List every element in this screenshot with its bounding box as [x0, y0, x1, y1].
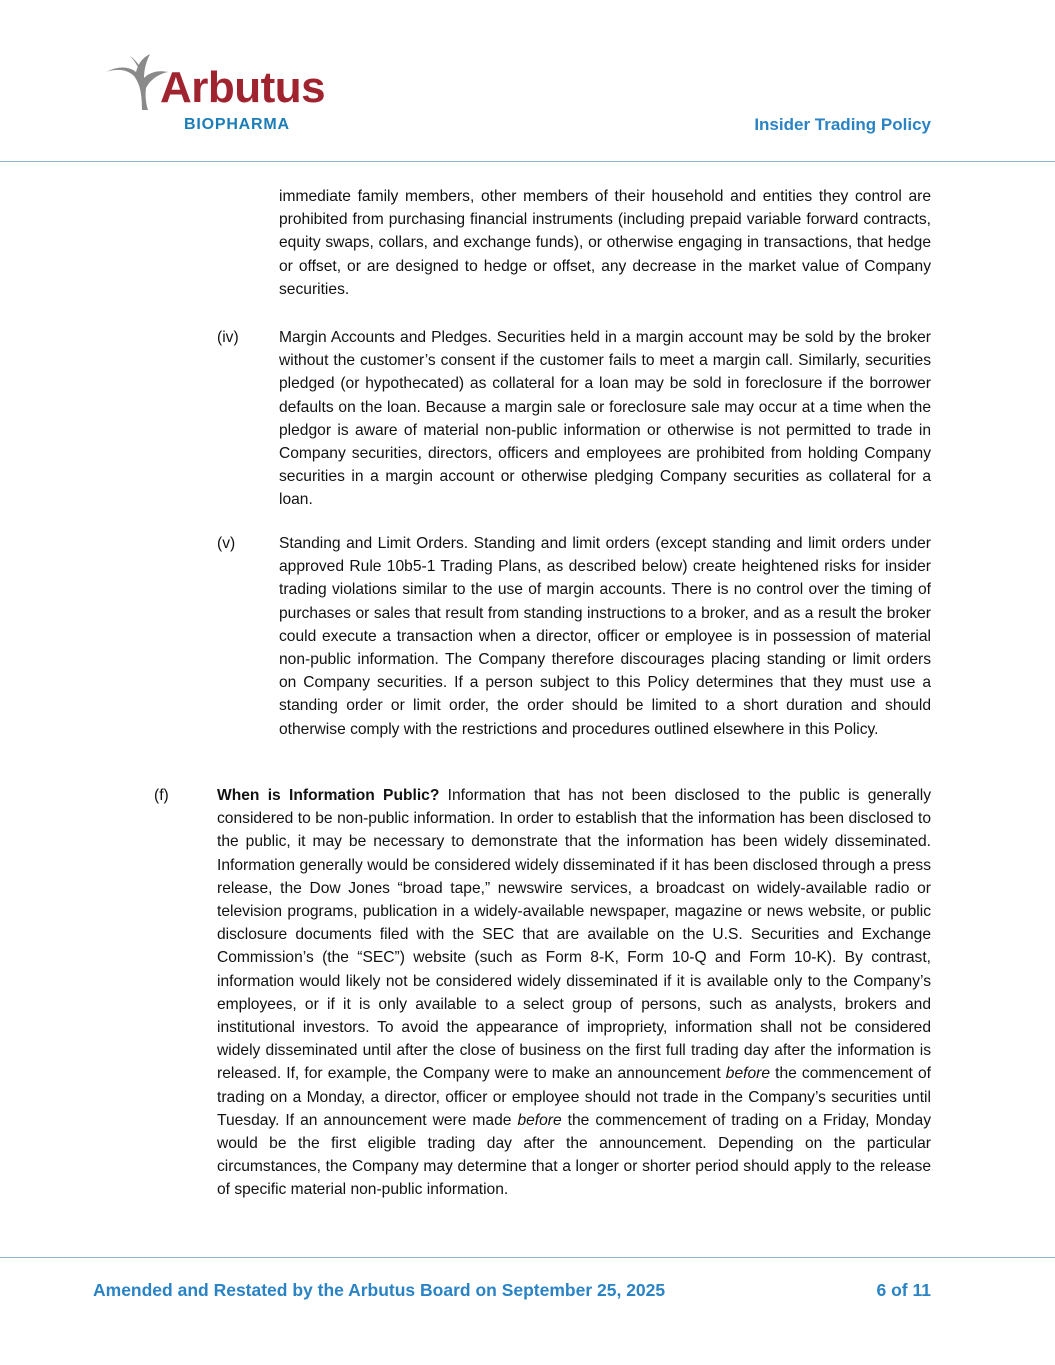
logo-subname: BIOPHARMA — [184, 116, 290, 133]
item-paragraph-iv: Margin Accounts and Pledges. Securities held in a margin account may be sold by the broker without the customer’s consent if the customer fails to meet a margin call. Similarly, securities pledged (or hypothecated) as collateral for a loan may be sold in foreclosure if the borrower defaults on the loan. Because a margin sale or foreclosure sale may occur at a time when the pledgor is aware of material non-public information or otherwise is not permitted to trade in Company securities, directors, officers and employees are prohibited from holding Company securities in a margin account or otherwise pledging Company securities as collateral for a loan. — [279, 329, 931, 509]
emphasis-before-2: before — [517, 1111, 562, 1129]
section-heading: When is Information Public? — [217, 787, 440, 804]
section-text-1: Information that has not been disclosed to the public is generally considered to be non-public information. In order to establish that the information has been disclosed to the public, it may be necessary to demonstrate that the information has been widely disseminated. Information generally would be considered widely disseminated if it has been disclosed through a press release, the Dow Jones “broad tape,” newswire services, a broadcast on widely-available radio or television programs, publication in a widely-available newspaper, magazine or news website, or public disclosure documents filed with the SEC that are available on the U.S. Securities and Exchange Commission’s (the “SEC”) website (such as Form 8-K, Form 10-Q and Form 10-K). By contrast, information would likely not be considered widely disseminated if it is available only to the Company’s employees, or if it is only available to a select group of persons, such as analysts, brokers and institutional investors. To avoid the appearance of impropriety, information shall not be considered widely disseminated until after the close of business on the first full trading day after the information is released. If, for example, the Company were to make an announcement — [217, 787, 931, 1083]
item-marker-iv: (iv) — [217, 329, 239, 346]
page-header — [0, 0, 1055, 162]
logo-wordmark: Arbutus — [160, 63, 326, 112]
item-paragraph-v: Standing and Limit Orders. Standing and limit orders (except standing and limit orders under approved Rule 10b5-1 Trading Plans, as described below) create heightened risks for insider trading violations similar to the use of margin accounts. There is no control over the timing of purchases or sales that result from standing instructions to a broker, and as a result the broker could execute a transaction when a director, officer or employee is in possession of material non-public information. The Company therefore discourages placing standing or limit orders on Company securities. If a person subject to this Policy determines that they must use a standing order or limit order, the order should be limited to a short duration and should otherwise comply with the restrictions and procedures outlined elsewhere in this Policy. — [279, 535, 931, 738]
footer-amended-note: Amended and Restated by the Arbutus Board on September 25, 2025 — [93, 1280, 666, 1300]
document-title: Insider Trading Policy — [754, 115, 931, 134]
section-marker-f: (f) — [154, 787, 169, 804]
footer-divider — [0, 1257, 1055, 1258]
company-logo — [104, 50, 364, 140]
continuation-paragraph: immediate family members, other members of their household and entities they control are prohibited from purchasing financial instruments (including prepaid variable forward contracts, equity swaps, collars, and exchange funds), or otherwise engaging in transactions, that hedge or offset, or are designed to hedge or offset, any decrease in the market value of Company securities. — [279, 188, 931, 298]
page-number: 6 of 11 — [876, 1280, 931, 1300]
item-marker-v: (v) — [217, 535, 236, 552]
section-paragraph-f — [217, 784, 931, 1202]
section-text-3: the commencement of trading on a Friday, Monday would be the first eligible trading day after the announcement. Depending on the particular circumstances, the Company may determine that a longer or shorter period should apply to the release of specific material non-public information. — [217, 1111, 931, 1199]
section-text-2: the commencement of trading on a Monday, a director, officer or employee should not trade in the Company’s securities until Tuesday. If an announcement were made — [217, 1065, 931, 1129]
emphasis-before-1: before — [725, 1065, 771, 1083]
